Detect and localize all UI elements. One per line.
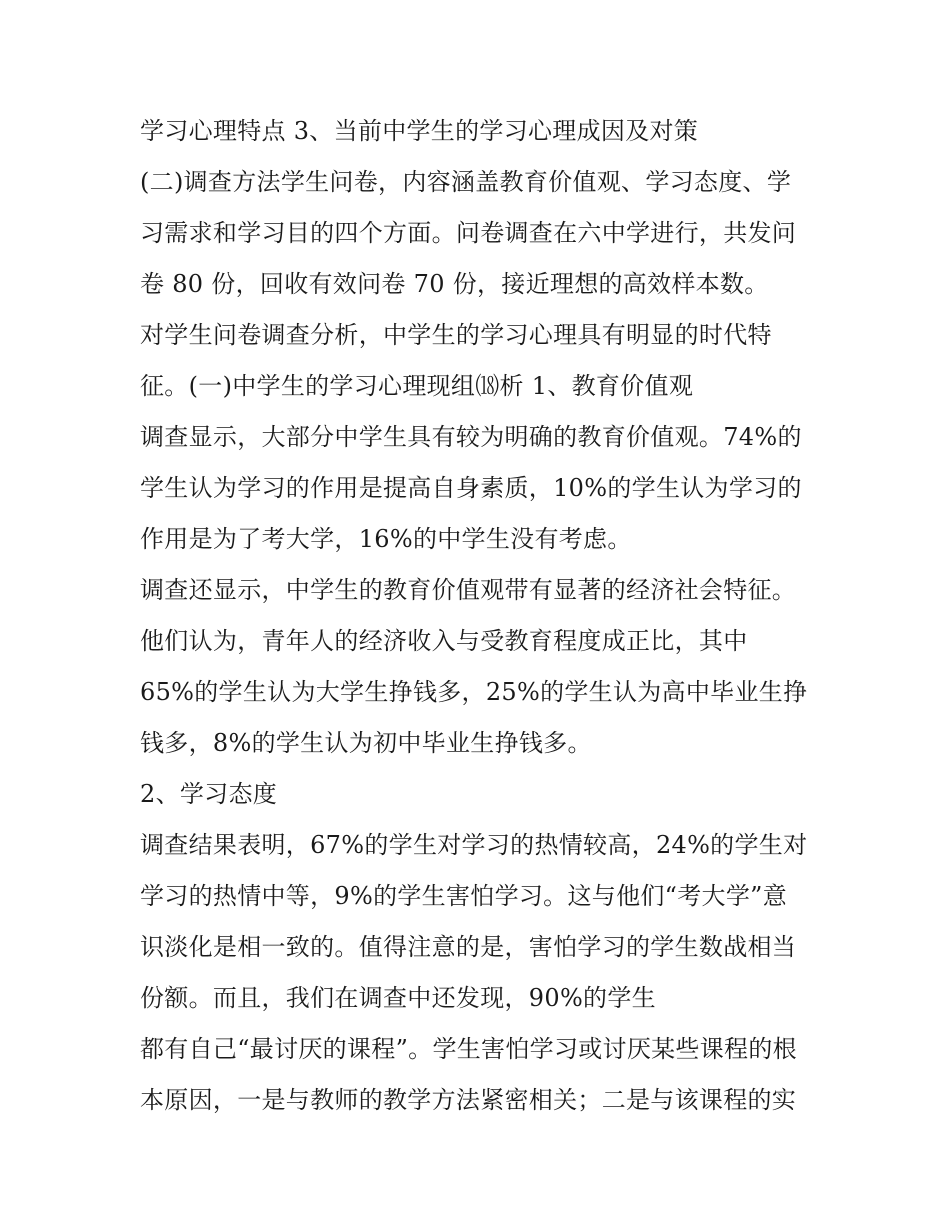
text-line: 卷 80 份，回收有效问卷 70 份，接近理想的高效样本数。 (140, 270, 769, 298)
text-line: 他们认为，青年人的经济收入与受教育程度成正比，其中 (140, 627, 748, 655)
text-line: 对学生问卷调查分析，中学生的学习心理具有明显的时代特 (140, 321, 772, 349)
text-line: 征。(一)中学生的学习心理现组⒅析 1、教育价值观 (140, 372, 694, 400)
text-line: 调查结果表明，67%的学生对学习的热情较高，24%的学生对 (140, 831, 808, 859)
text-line: 识淡化是相一致的。值得注意的是，害怕学习的学生数战相当 (140, 933, 797, 961)
text-line: 习需求和学习目的四个方面。问卷调查在六中学进行，共发问 (140, 219, 797, 247)
text-line: 调查显示，大部分中学生具有较为明确的教育价值观。74%的 (140, 423, 802, 451)
text-line: 都有自己“最讨厌的课程”。学生害怕学习或讨厌某些课程的根 (140, 1035, 797, 1063)
text-line: 学生认为学习的作用是提高自身素质，10%的学生认为学习的 (140, 474, 802, 502)
document-body (140, 106, 830, 1126)
text-line: 本原因，一是与教师的教学方法紧密相关；二是与该课程的实 (140, 1086, 797, 1114)
text-line: (二)调查方法学生问卷，内容涵盖教育价值观、学习态度、学 (140, 168, 792, 196)
text-line: 学习的热情中等，9%的学生害怕学习。这与他们“考大学”意 (140, 882, 788, 910)
text-line: 调查还显示，中学生的教育价值观带有显著的经济社会特征。 (140, 576, 797, 604)
text-line: 钱多，8%的学生认为初中毕业生挣钱多。 (140, 729, 592, 757)
text-line: 作用是为了考大学，16%的中学生没有考虑。 (140, 525, 632, 553)
text-line: 65%的学生认为大学生挣钱多，25%的学生认为高中毕业生挣 (140, 678, 808, 706)
text-line: 份额。而且，我们在调查中还发现，90%的学生 (140, 984, 656, 1012)
section-heading: 2、学习态度 (140, 780, 278, 808)
text-line: 学习心理特点 3、当前中学生的学习心理成因及对策 (140, 117, 699, 145)
